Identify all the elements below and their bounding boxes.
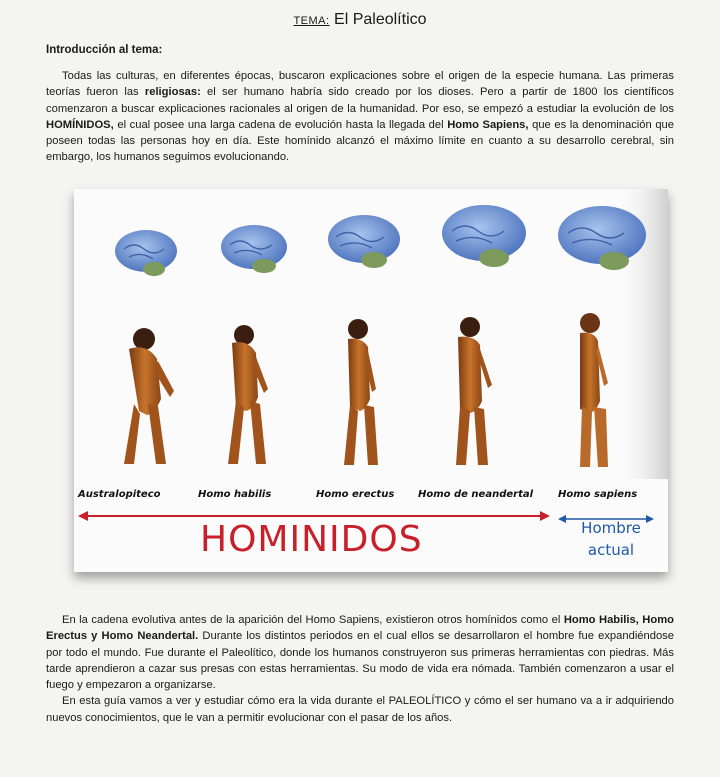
p2-text-a: En la cadena evolutiva antes de la aparición del Homo Sapiens, existieron otros homínidos como el — [62, 614, 564, 626]
evolution-figure — [74, 189, 668, 572]
homo-erectus-figure — [344, 319, 378, 465]
label-australopiteco: Australopiteco — [78, 489, 161, 500]
p1-text-e: el cual posee una larga cadena de evolución hasta la llegada del — [113, 118, 448, 131]
intro-heading: Introducción al tema: — [46, 44, 163, 56]
p3-paragraph: En esta guía vamos a ver y estudiar cómo era la vida durante el PALEOLÍTICO y cómo el ser humano va a ir adquiriendo nuevos conocimientos, que le van a permitir evolucionar con el pasar de los años. — [46, 695, 674, 724]
brain-4-icon — [442, 205, 526, 267]
p2-bold-hominids: Homo Habilis, Homo Erectus y Homo Neandertal. — [46, 614, 674, 643]
p1-text-c: el ser humano habría sido creado por los dioses. Pero a partir de 1800 los científicos comenzaron a buscar explicaciones racionales al origen de la humanidad. Por eso, se empezó a estudiar la evolución de los — [46, 86, 674, 115]
label-homo-sapiens: Homo sapiens — [558, 489, 638, 500]
body-paragraphs — [46, 612, 674, 726]
hombre-actual-label — [566, 517, 656, 561]
label-homo-neandertal: Homo de neandertal — [418, 489, 534, 500]
homo-neandertal-figure — [456, 317, 492, 465]
evolution-illustration — [74, 189, 668, 572]
homo-sapiens-figure — [580, 313, 608, 467]
hominidos-banner: HOMINIDOS — [200, 519, 423, 560]
brain-1-icon — [115, 230, 177, 276]
p2-text-c: Durante los distintos periodos en el cual ellos se desarrollaron el hombre fue expandiéndose por todo el mundo. Fue durante el Paleolítico, donde los humanos construyeron sus primeras herramientas con piedras. Más tarde aprendieron a cazar sus presas con estas herramientas. Su modo de vida era nómada. También comenzaron a usar el fuego y empezaron a organizarse. — [46, 630, 675, 692]
tema-label: TEMA: — [293, 15, 330, 27]
hombre-text: Hombre — [581, 519, 641, 537]
p1-text-a: Todas las culturas, en diferentes épocas, buscaron explicaciones sobre el origen de la especie humana. Las primeras teorías fueron las — [46, 70, 674, 99]
page-title — [0, 11, 720, 29]
label-homo-habilis: Homo habilis — [198, 489, 272, 500]
brain-2-icon — [221, 225, 287, 273]
p1-bold-hominidos: HOMÍNIDOS, — [46, 118, 114, 131]
label-homo-erectus: Homo erectus — [316, 489, 395, 500]
intro-paragraph — [46, 68, 674, 166]
homo-habilis-figure — [228, 325, 268, 464]
actual-text: actual — [587, 541, 635, 559]
p1-bold-religiosas: religiosas: — [144, 86, 201, 99]
p1-bold-homo-sapiens: Homo Sapiens, — [447, 118, 529, 131]
title-text: El Paleolítico — [334, 11, 427, 28]
p1-text-g: que es la denominación que poseen todas las personas hoy en día. Este homínido alcanzó el máximo límite en cuanto a su desarrollo cerebral, sin embargo, los humanos seguimos evolucionando. — [46, 118, 674, 164]
australopiteco-figure — [124, 328, 174, 464]
brain-3-icon — [328, 215, 400, 268]
